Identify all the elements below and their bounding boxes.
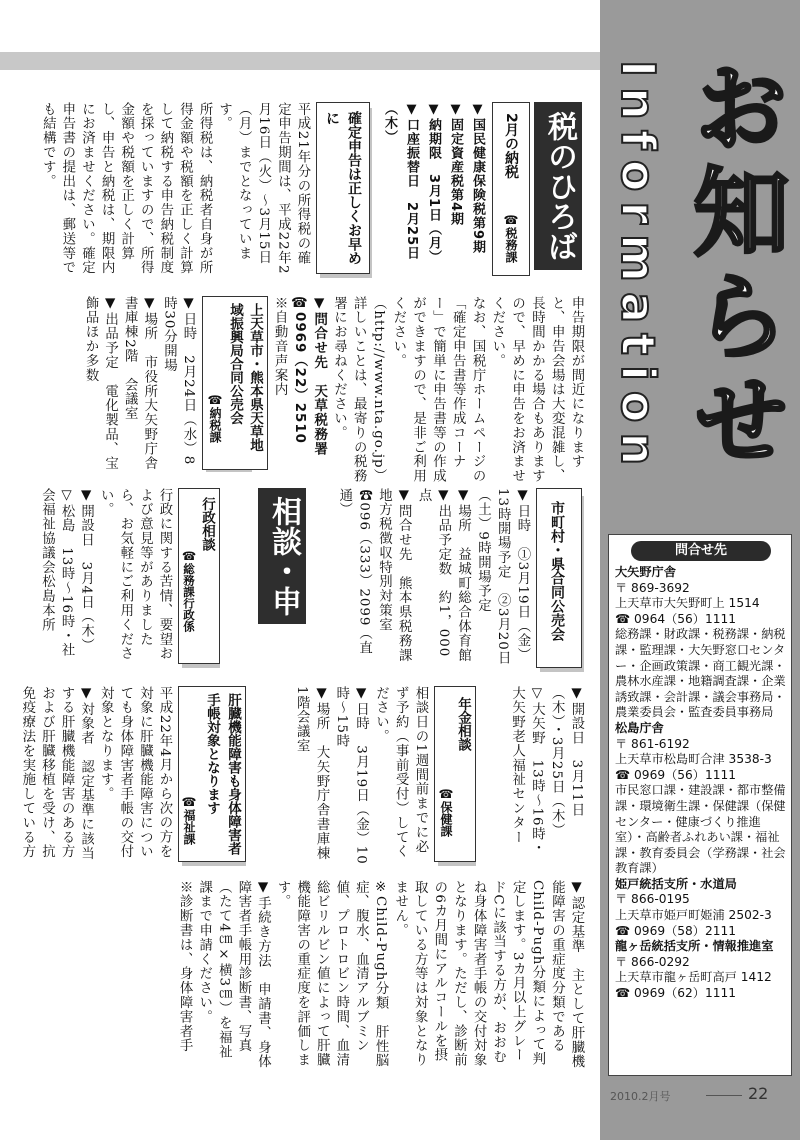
pension-line: ▽大矢野 13時～16時・大矢野老人福祉センター bbox=[509, 686, 545, 856]
office-zip: 〒 866-0292 bbox=[615, 954, 690, 969]
filing-note: ※自動音声案内 bbox=[272, 296, 288, 397]
filing-title: 確定申告は正しくお早めに bbox=[324, 111, 362, 265]
page-title: お知らせ bbox=[678, 58, 790, 474]
feb-tax-line: ▼固定資産税第4期 bbox=[448, 102, 463, 227]
footer-rule bbox=[706, 1095, 742, 1096]
office-name: 松島庁舎 bbox=[615, 720, 664, 735]
admin-title: 行政相談 bbox=[199, 497, 215, 551]
office-depts: 市民窓口課・建設課・都市整備課・環境衛生課・保健課（保健センター・健康づくり推進室）・高齢者ふれあい課・福祉課・教育委員会（学務課・社会教育課） bbox=[615, 783, 786, 876]
city-pref-title: 市町村・県合同公売会 bbox=[549, 501, 565, 641]
liver-box bbox=[178, 686, 246, 862]
city-pref-box bbox=[536, 488, 582, 668]
office-address: 上天草市松島町合津 3538-3 bbox=[615, 752, 772, 767]
office-address: 上天草市姫戸町姫浦 2502-3 bbox=[615, 908, 772, 923]
office-name: 大矢野庁舎 bbox=[615, 565, 676, 579]
liver-dept: ☎福祉課 bbox=[182, 795, 196, 845]
joint-office-line: ▼場所 市役所大矢野庁舎書庫棟2階 会議室 bbox=[122, 296, 157, 471]
office-zip: 〒 866-0195 bbox=[615, 892, 690, 907]
feb-tax-line: ▼納期限 3月1日（月） bbox=[426, 102, 441, 265]
filing-paragraph: 申告期限が間近になりますと、申告会場は大変混雑し、長時間かかる場合もありますので、早めに申告をお済ませください。 bbox=[489, 296, 584, 484]
liver-line: ▼対象者 認定基準に該当する肝臓機能障害のある方および肝臓移植を受け、抗免疫療法を実施している方 bbox=[19, 686, 94, 861]
liver-line: ※Child-Pugh分類 肝性脳症、腹水、血清アルブミン値、プロトロビン時間、血清総ビリルビン値によって肝臓機能障害の重症度を評価します。 bbox=[275, 880, 389, 1068]
feb-tax-box bbox=[492, 102, 530, 276]
filing-paragraph: 詳しいことは、最寄りの税務署にお尋ねください。 bbox=[331, 296, 367, 484]
tax-dept-label: ☎税務課 bbox=[504, 213, 518, 263]
pension-body-a bbox=[480, 686, 586, 866]
filing-paragraph: 所得税は、納税者自身が所得金額や税額を正しく計算して納税する申告納税制度を採っていますので、所得金額や税額を正しく計算し、申告と納税は、期限内にお済ませください。確定申告書の提出は、郵送等でも結構です。 bbox=[40, 102, 213, 275]
joint-office-line: ▼出品予定 電化製品、宝飾品ほか多数 bbox=[83, 296, 118, 471]
pension-line: 相談日の1週間前までに必ず予約（事前受付）してください。 bbox=[373, 686, 428, 859]
admin-line: 行政に関する苦情、要望および意見等がありましたら、お気軽にご利用ください。 bbox=[98, 488, 172, 661]
feb-tax-title: 2月の納税 bbox=[503, 113, 519, 179]
city-pref-body bbox=[314, 488, 532, 668]
city-pref-line: ▼日時 ①3月19日（金）13時開場予定 ②3月20日（土）9時開場予定 bbox=[475, 488, 530, 666]
feb-tax-line: ▼口座振替日 2月25日（木） bbox=[382, 102, 419, 261]
contact-list bbox=[615, 565, 791, 1002]
office-depts: 総務課・財政課・税務課・納税課・監理課・大矢野窓口センター・企画政策課・商工観光課・農林水産課・地籍調査課・企業誘致課・会計課・議会事務局・農業委員会・監査委員事務局 bbox=[615, 627, 786, 720]
pension-line: ▼日時 3月19日（金）10時～15時 bbox=[333, 686, 369, 865]
page-footer bbox=[610, 1086, 790, 1106]
office-tel: ☎ 0969（62）1111 bbox=[615, 986, 736, 1001]
pension-title: 年金相談 bbox=[455, 697, 471, 751]
office-tel: ☎ 0969（58）2111 bbox=[615, 923, 736, 938]
pension-line: ▼場所 大矢野庁舎書庫棟1階会議室 bbox=[294, 686, 330, 861]
consult-section-heading: 相談・申請 bbox=[258, 488, 306, 624]
city-pref-line: ▼出品予定数 約1，000点 bbox=[416, 488, 451, 658]
liver-line: ▼認定基準 主として肝臓機能障害の重症度分類であるChild-Pugh分類によって判定します。3カ月以上グレードCに該当する方が、おおむね身体障害者手帳の交付対象となります。ただし、診断前の6カ月間にアルコールを摂取している方等は対象となりません。 bbox=[392, 880, 584, 1069]
pension-line: ▼開設日 3月11日（木）・3月25日（木） bbox=[549, 686, 584, 838]
office-tel: ☎ 0964（56）1111 bbox=[615, 611, 736, 626]
filing-paragraph: 平成21年分の所得税の確定申告期間は、平成22年2月16日（火）～3月15日（月）までとなっています。 bbox=[216, 102, 310, 275]
information-subtitle: Information bbox=[611, 60, 665, 476]
feb-tax-list bbox=[378, 102, 488, 282]
top-banner-bar bbox=[0, 52, 600, 70]
joint-office-box bbox=[202, 296, 268, 470]
liver-body-b bbox=[40, 880, 586, 1070]
city-pref-line: ▼問合せ先 熊本県税務課地方税徴収特別対策室 ☎096（333）2099（直通） bbox=[336, 488, 412, 663]
office-address: 上天草市龍ヶ岳町高戸 1412 bbox=[615, 970, 772, 985]
office-address: 上天草市大矢野町上 1514 bbox=[615, 596, 760, 611]
joint-office-body bbox=[60, 296, 198, 472]
feb-tax-line: ▼国民健康保険税第9期 bbox=[470, 102, 485, 255]
liver-line: ▼手続き方法 申請書、身体障害者手帳用診断書、写真（たて4㎝×横3㎝）を福祉課まで申請ください。 bbox=[196, 880, 271, 1069]
pension-box bbox=[434, 686, 476, 862]
issue-label: 2010.2月号 bbox=[610, 1090, 671, 1103]
office-zip: 〒 869-3692 bbox=[615, 580, 690, 595]
filing-body-b bbox=[256, 296, 586, 484]
admin-box bbox=[178, 488, 220, 664]
filing-contact: ▼問合せ先 天草税務署 ☎0969（22）2510 bbox=[291, 296, 327, 471]
admin-line: ▽松島 13時～16時・社会福祉協議会松島本所 bbox=[39, 488, 75, 658]
contact-panel bbox=[608, 534, 792, 1076]
filing-box bbox=[316, 102, 370, 274]
office-entry bbox=[615, 565, 791, 721]
admin-line: ▼開設日 3月4日（木） bbox=[78, 488, 94, 653]
filing-paragraph: なお、国税庁ホームページの「確定申告書等作成コーナー」で簡単に申告書等の作成ができますので、是非ご利用ください。（http://www.nta.go.jp） bbox=[371, 296, 486, 484]
office-entry bbox=[615, 877, 791, 939]
office-entry bbox=[615, 939, 791, 1001]
office-tel: ☎ 0969（56）1111 bbox=[615, 767, 736, 782]
admin-body bbox=[39, 488, 174, 668]
pension-dept: ☎保健課 bbox=[439, 787, 453, 837]
liver-line: 平成22年4月から次の方を対象に肝臓機能障害についても身体障害者手帳の交付対象となります。 bbox=[98, 686, 172, 859]
pension-body-b bbox=[266, 686, 430, 866]
liver-line: ※診断書は、身体障害者手 bbox=[177, 880, 193, 1053]
office-entry bbox=[615, 721, 791, 877]
page-number: 22 bbox=[748, 1084, 769, 1103]
office-zip: 〒 861-6192 bbox=[615, 736, 690, 751]
admin-dept: ☎総務課行政係 bbox=[182, 549, 196, 632]
liver-title: 肝臓機能障害も身体障害者手帳対象となります bbox=[204, 693, 241, 855]
joint-office-line: ▼日時 2月24日（水）8時30分開場 bbox=[161, 296, 196, 466]
liver-body-a bbox=[19, 686, 174, 866]
joint-office-dept: ☎納税課 bbox=[208, 393, 222, 443]
joint-office-title: 上天草市・熊本県天草地域振興局合同公売会 bbox=[227, 303, 263, 452]
contact-heading: 問合せ先 bbox=[631, 541, 771, 561]
tax-section-heading: 税のひろば bbox=[534, 102, 582, 270]
city-pref-line: ▼場所 益城町総合体育館 bbox=[455, 488, 471, 663]
office-name: 姫戸統括支所・水道局 bbox=[615, 876, 737, 891]
filing-body-a bbox=[40, 102, 312, 278]
office-name: 龍ヶ岳統括支所・情報推進室 bbox=[615, 939, 774, 954]
